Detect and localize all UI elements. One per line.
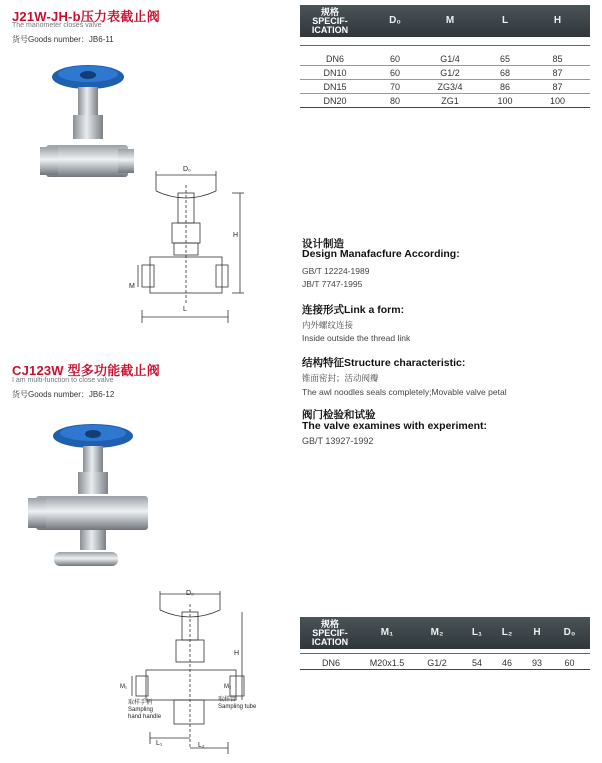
header-d0: D₀ [389, 15, 401, 26]
spec-table-2 [300, 617, 590, 677]
drawing2-m2-label: M₂ [224, 684, 232, 690]
link-text-en: Inside outside the thread link [302, 333, 411, 343]
table-row [300, 657, 590, 670]
sampling-hand-cn: 取样手柄 [128, 700, 153, 706]
table-row [300, 95, 590, 108]
table-cell: 65 [499, 54, 510, 64]
table-cell: G1/4 [440, 54, 460, 64]
exam-title-en: The valve examines with experiment: [302, 420, 487, 432]
header-l2: L₂ [501, 627, 513, 638]
table-cell: DN15 [323, 82, 347, 92]
drawing1-l-label: L [183, 306, 187, 313]
table-row [300, 81, 590, 94]
spec-label [300, 620, 360, 647]
spec-table-1 [300, 5, 590, 120]
product2-goods-number: 货号Goods number：JB6-12 [12, 390, 115, 399]
spec-label-en2: ICATION [311, 25, 349, 35]
spec-label-en1: SPECIF- [312, 16, 348, 26]
table-cell: DN6 [325, 54, 344, 64]
product1-photo [40, 55, 135, 205]
sampling-tube-cn: 取样管 [218, 697, 237, 703]
sampling-hand-en1: Sampling [128, 707, 154, 713]
product2-subtitle: I am multi-function to close valve [12, 377, 114, 384]
table-cell: 100 [497, 96, 513, 106]
table-cell: 60 [564, 658, 575, 668]
drawing1-m-label: M [129, 283, 135, 290]
table-cell: 60 [389, 54, 400, 64]
table-cell: ZG3/4 [437, 82, 463, 92]
exam-title-cn: 阀门检验和试验 [302, 409, 376, 421]
link-title: 连接形式Link a form: [302, 304, 405, 316]
table-cell: 93 [531, 658, 542, 668]
table-cell: DN10 [323, 68, 347, 78]
sampling-hand-label [128, 700, 161, 721]
product1-technical-drawing [128, 165, 248, 330]
table-cell: 70 [389, 82, 400, 92]
link-text-cn: 内外螺纹连接 [302, 320, 354, 330]
header-l1: L₁ [471, 627, 483, 638]
product1-subtitle: The manometer closes valve [12, 22, 102, 29]
drawing1-d0-label: D₀ [183, 166, 191, 173]
header-m: M [445, 15, 455, 26]
header-m2: M₂ [430, 627, 444, 638]
table-cell: 54 [471, 658, 482, 668]
table-cell: DN6 [321, 658, 340, 668]
structure-title: 结构特征Structure characteristic: [302, 357, 466, 369]
table-cell: G1/2 [440, 68, 460, 78]
sampling-hand-en2: hand handle [128, 714, 162, 720]
table-cell: 85 [552, 54, 563, 64]
product2-technical-drawing [110, 588, 250, 758]
table-cell: 80 [389, 96, 400, 106]
spec-label-cn: 规格 [320, 7, 339, 17]
header-h: H [553, 15, 562, 26]
drawing2-l2-label: L₂ [198, 742, 205, 749]
product2-title: CJ123W 型多功能截止阀 [12, 363, 160, 378]
drawing2-l1-label: L₁ [156, 740, 163, 747]
drawing2-h-label: H [234, 650, 240, 657]
table-cell: 87 [552, 68, 563, 78]
spec-label-en1: SPECIF- [312, 628, 348, 638]
table-cell: 46 [501, 658, 512, 668]
header-l: L [501, 15, 509, 26]
design-title-cn: 设计制造 [302, 238, 344, 250]
design-standard-2: JB/T 7747-1995 [302, 279, 363, 289]
table-cell: 87 [552, 82, 563, 92]
table-cell: ZG1 [441, 96, 459, 106]
spec-table-1-header [300, 5, 590, 37]
table-cell: 100 [549, 96, 566, 106]
spec-label-cn: 规格 [320, 619, 339, 629]
sampling-tube-label [218, 697, 256, 711]
spec-label [300, 8, 360, 35]
table-cell: 86 [499, 82, 510, 92]
table-cell: 60 [389, 68, 400, 78]
product2-photo [28, 418, 148, 583]
drawing1-h-label: H [233, 232, 239, 239]
header-d0: D₀ [563, 627, 576, 638]
design-title-en: Design Manafacfure According: [302, 248, 460, 260]
table-row [300, 67, 590, 80]
product1-goods-number: 货号Goods number：JB6-11 [12, 35, 114, 44]
header-m1: M₁ [380, 627, 394, 638]
exam-standard: GB/T 13927-1992 [302, 436, 374, 446]
table-cell: DN20 [323, 96, 347, 106]
design-standard-1: GB/T 12224-1989 [302, 266, 370, 276]
spec-table-2-header [300, 617, 590, 649]
table-cell: M20x1.5 [369, 658, 405, 668]
drawing2-d0-label: D₀ [186, 590, 194, 597]
table-cell: 68 [499, 68, 510, 78]
spec-label-en2: ICATION [311, 637, 349, 647]
structure-text-cn: 锥面密封；活动阀瓣 [302, 373, 379, 383]
table-row [300, 53, 590, 66]
drawing2-m1-label: M₁ [120, 684, 128, 690]
product1-title: J21W-JH-b压力表截止阀 [12, 9, 160, 24]
table-cell: G1/2 [427, 658, 447, 668]
sampling-tube-en: Sampling tube [218, 704, 257, 710]
structure-text-en: The awl noodles seals completely;Movable valve petal [302, 387, 507, 397]
header-h: H [533, 627, 541, 638]
